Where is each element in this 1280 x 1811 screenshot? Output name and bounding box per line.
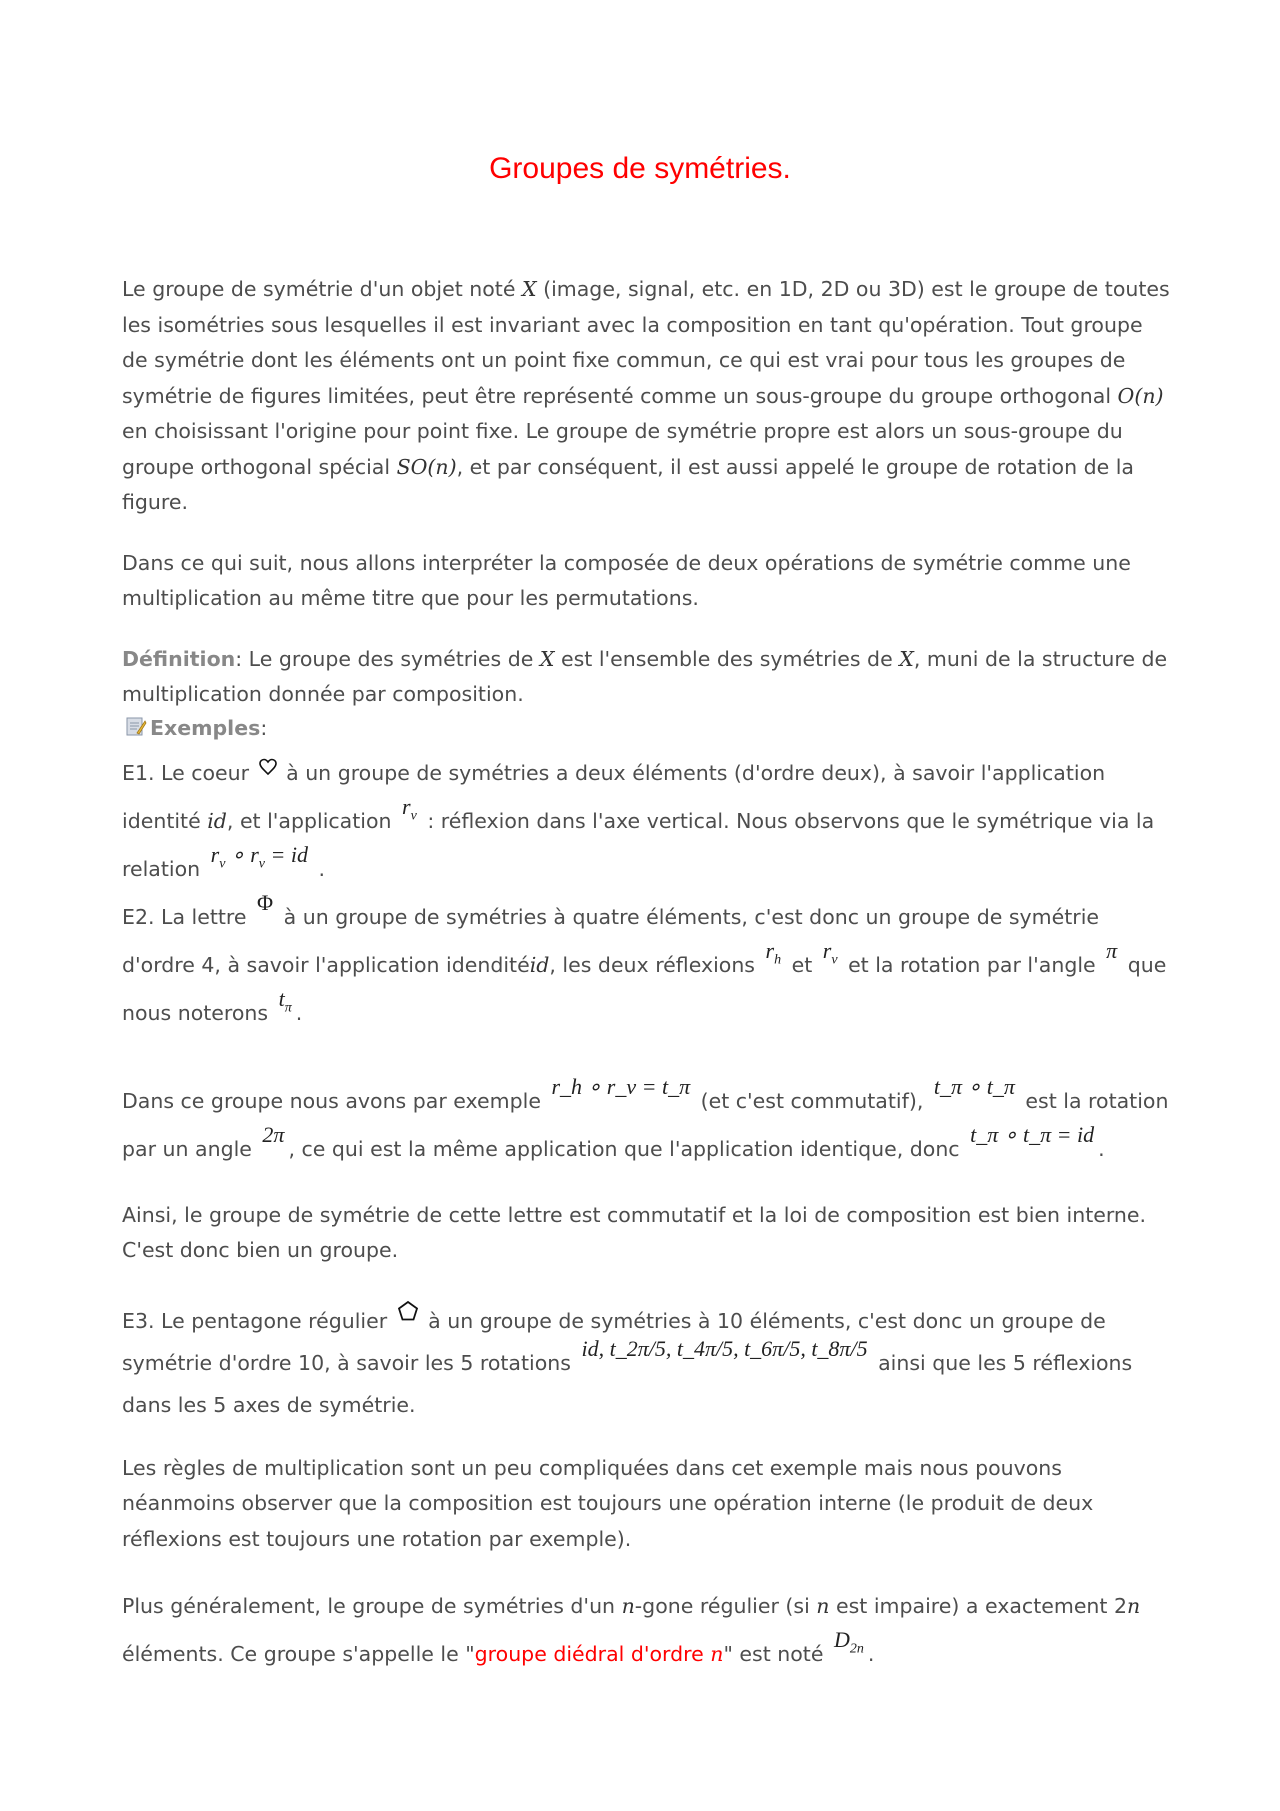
- examples-label: Exemples: [150, 715, 261, 740]
- math-rv: $r_v$: [402, 793, 417, 823]
- math-rotations: id, t_2π/5, t_4π/5, t_6π/5, t_8π/5: [581, 1335, 868, 1361]
- paragraph-dihedral: Plus généralement, le groupe de symétries d'un n-gone régulier (si n est impaire) a exactement 2n éléments. Ce groupe s'appelle le "groupe diédral d'ordre n" est noté $D_{2n}$ .: [122, 1594, 1141, 1666]
- paragraph-group-conclusion: Ainsi, le groupe de symétrie de cette lettre est commutatif et la loi de composition est bien interne. C'est donc bien un groupe.: [122, 1202, 1147, 1262]
- heart-icon: [259, 745, 277, 793]
- notepad-icon: [125, 715, 147, 745]
- paragraph-multiplication-rules: Les règles de multiplication sont un peu compliquées dans cet exemple mais nous pouvons néanmoins observer que la composition est toujours une opération interne (le produit de deux réflexions est toujours une rotation par exemple).: [122, 1455, 1094, 1551]
- example-e1: E1. Le coeur à un groupe de symétries a deux éléments (d'ordre deux), à savoir l'application identité id, et l'application $r_v$ : réflexion dans l'axe vertical. Nous observons que le symétrique via la relation $r_v$ ∘ $r_v$ = id .: [122, 745, 1172, 893]
- math-rh: $r_h$: [765, 937, 782, 967]
- math-rh-rv-tpi: r_h ∘ r_v = t_π: [551, 1073, 691, 1099]
- document-body: [122, 272, 1172, 1703]
- paragraph-composition: Dans ce qui suit, nous allons interpréter la composée de deux opérations de symétrie comme une multiplication au même titre que pour les permutations.: [122, 550, 1131, 610]
- math-tpi-tpi: t_π ∘ t_π: [933, 1073, 1015, 1099]
- math-rv: $r_v$: [822, 937, 838, 967]
- definition-label: Définition: [122, 646, 236, 671]
- math-tpi-tpi-id: t_π ∘ t_π = id: [970, 1121, 1095, 1147]
- math-two-pi: 2π: [262, 1121, 285, 1147]
- paragraph-definition: Définition: Le groupe des symétries de X est l'ensemble des symétries de X, muni de la structure de multiplication donnée par composition.: [122, 646, 1168, 706]
- math-x: X: [521, 277, 537, 301]
- math-t-pi: $t_\pi$: [278, 985, 292, 1015]
- math-son: SO(n): [396, 454, 457, 479]
- example-e2: E2. La lettre Φ à un groupe de symétries à quatre éléments, c'est donc un groupe de symétrie d'ordre 4, à savoir l'application idenditéid, les deux réflexions $r_h$ et $r_v$ et la rotation par l'angle π que nous noterons $t_\pi$ .: [122, 889, 1167, 1025]
- math-pi: π: [1106, 937, 1118, 963]
- paragraph-intro: Le groupe de symétrie d'un objet noté X (image, signal, etc. en 1D, 2D ou 3D) est le groupe de toutes les isométries sous lesquelles il est invariant avec la composition en tant qu'opération. Tout groupe de symétrie dont les éléments ont un point fixe commun, ce qui est vrai pour tous les groupes de symétrie de figures limitées, peut être représenté comme un sous-groupe du groupe orthogonal O(n) en choisissant l'origine pour point fixe. Le groupe de symétrie propre est alors un sous-groupe du groupe orthogonal spécial SO(n), et par conséquent, il est aussi appelé le groupe de rotation de la figure.: [122, 277, 1170, 514]
- page-title: Groupes de symétries.: [489, 152, 791, 185]
- paragraph-commutative: Dans ce groupe nous avons par exemple r_h ∘ r_v = t_π (et c'est commutatif), t_π ∘ t_π est la rotation par un angle 2π, ce qui est la même application que l'application identique, donc t_π ∘ t_π = id.: [122, 1073, 1169, 1161]
- math-phi: Φ: [257, 889, 274, 915]
- example-e3: E3. Le pentagone régulier à un groupe de symétries à 10 éléments, c'est donc un groupe de symétrie d'ordre 10, à savoir les 5 rotations id, t_2π/5, t_4π/5, t_6π/5, t_8π/5 ainsi que les 5 réflexions dans les 5 axes de symétrie.: [122, 1294, 1172, 1426]
- math-rv-rv-id: $r_v$ ∘ $r_v$ = id: [210, 841, 308, 871]
- dihedral-group-link[interactable]: groupe diédral d'ordre n: [474, 1642, 724, 1666]
- math-on: O(n): [1117, 383, 1164, 408]
- pentagon-icon: [397, 1294, 419, 1336]
- examples-heading: Exemples:: [122, 713, 1172, 745]
- math-d2n: $D_{2n}$: [833, 1627, 864, 1657]
